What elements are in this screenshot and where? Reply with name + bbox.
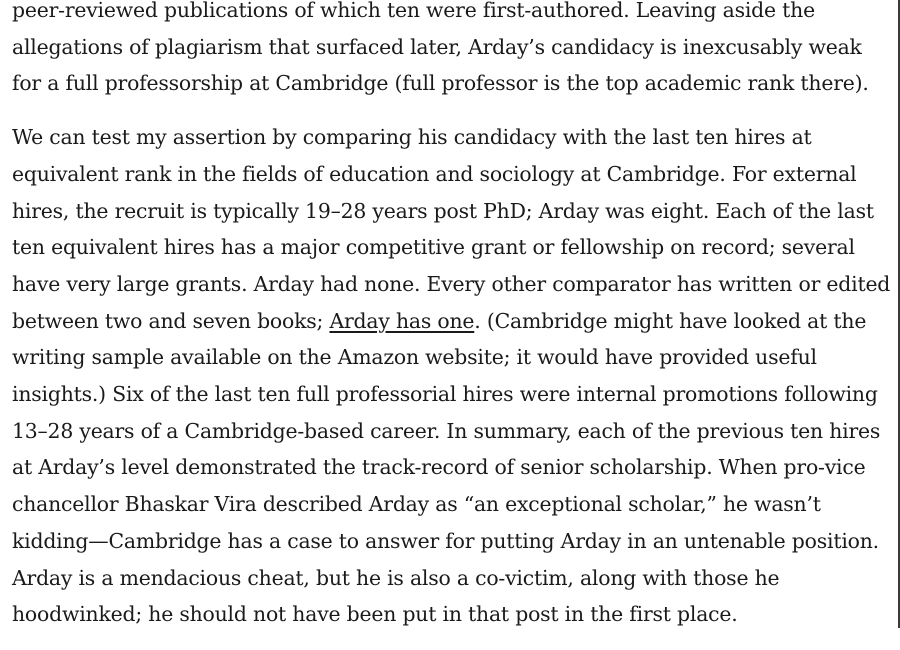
arday-has-one-link[interactable]: Arday has one bbox=[329, 308, 475, 333]
paragraph-comparison-text-after: . (Cambridge might have looked at the writing sample available on the Amazon website; it would have provided useful insights.) Six of the last ten full professorial hires were internal promotions following 13–28 years of a Cambridge-based career. In summary, each of the previous ten hires at Arday’s level demonstrated the track-record of senior scholarship. When pro-vice chancellor Bhaskar Vira described Arday as “an exceptional scholar,” he wasn’t kidding—Cambridge has a case to answer for putting Arday in an untenable position. Arday is a mendacious cheat, but he is also a co-victim, along with those he hoodwinked; he should not have been put in that post in the first place. bbox=[12, 308, 881, 627]
paragraph-comparison bbox=[12, 119, 892, 633]
paragraph-candidacy: peer-reviewed publications of which ten were first-authored. Leaving aside the allegations of plagiarism that surfaced later, Arday’s candidacy is inexcusably weak for a full professorship at Cambridge (full professor is the top academic rank there). bbox=[12, 0, 869, 96]
article-body bbox=[12, 0, 892, 650]
paragraph-comparison-text-before: We can test my assertion by comparing his candidacy with the last ten hires at equivalent rank in the fields of education and sociology at Cambridge. For external hires, the recruit is typically 19–28 years post PhD; Arday was eight. Each of the last ten equivalent hires has a major competitive grant or fellowship on record; several have very large grants. Arday had none. Every other comparator has written or edited between two and seven books; bbox=[12, 125, 891, 333]
